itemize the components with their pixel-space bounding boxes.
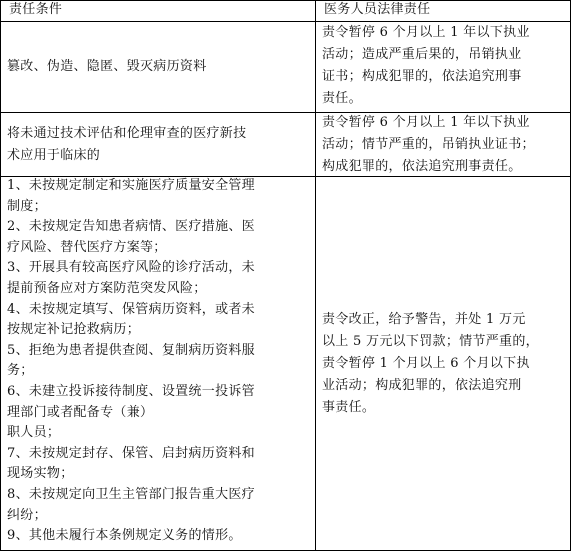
liability-line: 责令改正，给予警告，并处 1 万元 xyxy=(322,311,526,327)
condition-line: 理部门或者配备专（兼） xyxy=(7,404,154,420)
condition-line: 按规定补记抢救病历； xyxy=(7,322,141,338)
liability-cell xyxy=(316,177,570,550)
condition-text xyxy=(7,176,309,547)
liability-line: 构成犯罪的，依法追究刑事责任。 xyxy=(322,159,522,174)
table-row xyxy=(1,22,570,113)
condition-cell xyxy=(1,177,316,550)
liability-line: 业活动；构成犯罪的，依法追究刑 xyxy=(322,377,522,393)
header-liability-label: 医务人员法律责任 xyxy=(324,2,431,17)
condition-line: 将未通过技术评估和伦理审查的医疗新技 xyxy=(7,125,247,141)
liability-line: 证书；构成犯罪的，依法追究刑事 xyxy=(322,69,522,84)
liability-line: 以上 5 万元以下罚款；情节严重的， xyxy=(322,333,539,349)
condition-cell xyxy=(1,22,316,112)
condition-line: 7、未按规定封存、保管、启封病历资料和 xyxy=(7,445,255,461)
condition-cell xyxy=(1,113,316,176)
liability-line: 责令暂停 6 个月以上 1 年以下执业 xyxy=(322,25,530,40)
liability-cell xyxy=(316,22,570,112)
condition-line: 提前预备应对方案防范突发风险； xyxy=(7,280,207,296)
liability-text xyxy=(322,22,566,110)
condition-line: 3、开展具有较高医疗风险的诊疗活动，未 xyxy=(7,260,255,276)
condition-line: 职人员； xyxy=(7,425,61,441)
table-row xyxy=(1,113,570,177)
condition-line: 疗风险、替代医疗方案等； xyxy=(7,239,167,255)
condition-line: 1、未按规定制定和实施医疗质量安全管理 xyxy=(7,178,255,193)
condition-line: 务； xyxy=(7,363,34,379)
condition-line: 现场实物； xyxy=(7,466,74,482)
liability-line: 责令暂停 6 个月以上 1 年以下执业 xyxy=(322,115,530,130)
condition-line: 纠纷； xyxy=(7,507,47,523)
liability-line: 活动；情节严重的，吊销执业证书； xyxy=(322,137,535,152)
condition-text xyxy=(7,56,309,78)
condition-line: 制度； xyxy=(7,198,47,214)
table-row xyxy=(1,177,570,550)
condition-line: 2、未按规定告知患者病情、医疗措施、医 xyxy=(7,219,255,235)
condition-line: 术应用于临床的 xyxy=(7,147,101,163)
liability-text xyxy=(322,309,566,419)
condition-line: 4、未按规定填写、保管病历资料，或者未 xyxy=(7,301,255,317)
condition-line: 8、未按规定向卫生主管部门报告重大医疗 xyxy=(7,486,255,502)
table-header-row xyxy=(1,1,570,22)
condition-text xyxy=(7,123,309,167)
liability-line: 活动；造成严重后果的，吊销执业 xyxy=(322,47,522,62)
condition-line: 篡改、伪造、隐匿、毁灭病历资料 xyxy=(7,59,207,74)
liability-line: 责令暂停 1 个月以上 6 个月以下执 xyxy=(322,355,530,371)
condition-line: 9、其他未履行本条例规定义务的情形。 xyxy=(7,528,242,544)
header-cell-condition xyxy=(1,1,316,21)
liability-line: 事责任。 xyxy=(322,399,376,415)
header-condition-label: 责任条件 xyxy=(9,2,63,17)
condition-line: 6、未建立投诉接待制度、设置统一投诉管 xyxy=(7,383,255,399)
condition-line: 5、拒绝为患者提供查阅、复制病历资料服 xyxy=(7,342,255,358)
liability-line: 责任。 xyxy=(322,91,362,106)
liability-text xyxy=(322,112,566,178)
header-cell-liability xyxy=(316,1,570,21)
liability-cell xyxy=(316,113,570,176)
